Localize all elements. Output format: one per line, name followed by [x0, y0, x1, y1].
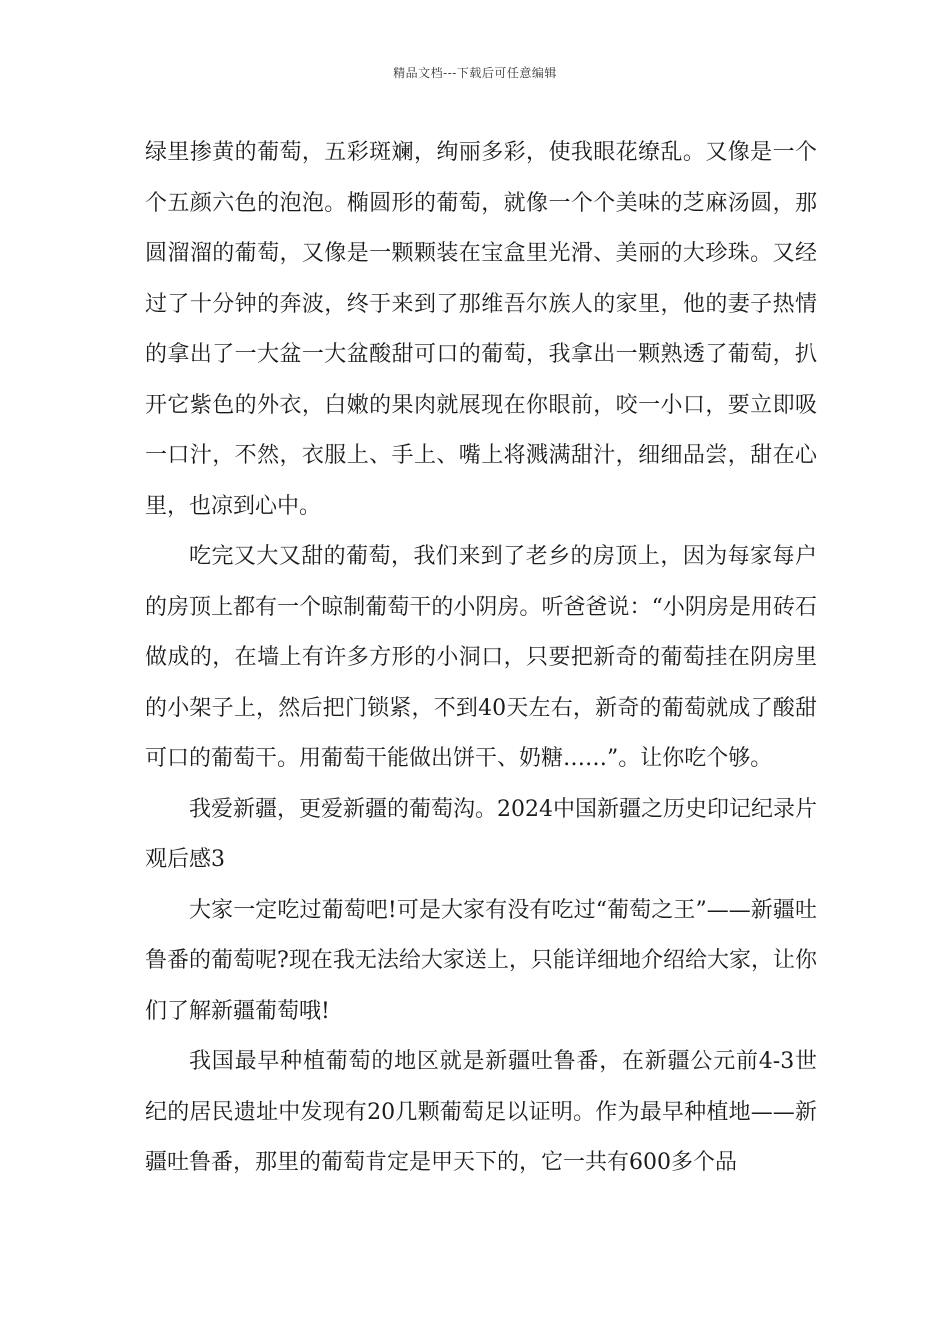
paragraph-5: 我国最早种植葡萄的地区就是新疆吐鲁番，在新疆公元前4-3世纪的居民遗址中发现有20几颗葡萄足以证明。作为最早种植地——新疆吐鲁番，那里的葡萄肯定是甲天下的，它一共有600多个品	[145, 1049, 817, 1175]
paragraph-4: 大家一定吃过葡萄吧!可是大家有没有吃过“葡萄之王”——新疆吐鲁番的葡萄呢?现在我无法给大家送上，只能详细地介绍给大家，让你们了解新疆葡萄哦!	[145, 897, 817, 1024]
document-body	[145, 128, 817, 1189]
page-header: 精品文档---下载后可任意编辑	[393, 66, 557, 80]
paragraph-1: 绿里掺黄的葡萄，五彩斑斓，绚丽多彩，使我眼花缭乱。又像是一个个五颜六色的泡泡。椭圆形的葡萄，就像一个个美味的芝麻汤圆，那圆溜溜的葡萄，又像是一颗颗装在宝盒里光滑、美丽的大珍珠。又经过了十分钟的奔波，终于来到了那维吾尔族人的家里，他的妻子热情的拿出了一大盆一大盆酸甜可口的葡萄，我拿出一颗熟透了葡萄，扒开它紫色的外衣，白嫩的果肉就展现在你眼前，咬一小口，要立即吸一口汁，不然，衣服上、手上、嘴上将溅满甜汁，细细品尝，甜在心里，也凉到心中。	[145, 140, 817, 519]
paragraph-3: 我爱新疆，更爱新疆的葡萄沟。2024中国新疆之历史印记纪录片观后感3	[145, 796, 817, 872]
paragraph-2: 吃完又大又甜的葡萄，我们来到了老乡的房顶上，因为每家每户的房顶上都有一个晾制葡萄干的小阴房。听爸爸说：“小阴房是用砖石做成的，在墙上有许多方形的小洞口，只要把新奇的葡萄挂在阴房里的小架子上，然后把门锁紧，不到40天左右，新奇的葡萄就成了酸甜可口的葡萄干。用葡萄干能做出饼干、奶糖……”。让你吃个够。	[145, 544, 817, 771]
